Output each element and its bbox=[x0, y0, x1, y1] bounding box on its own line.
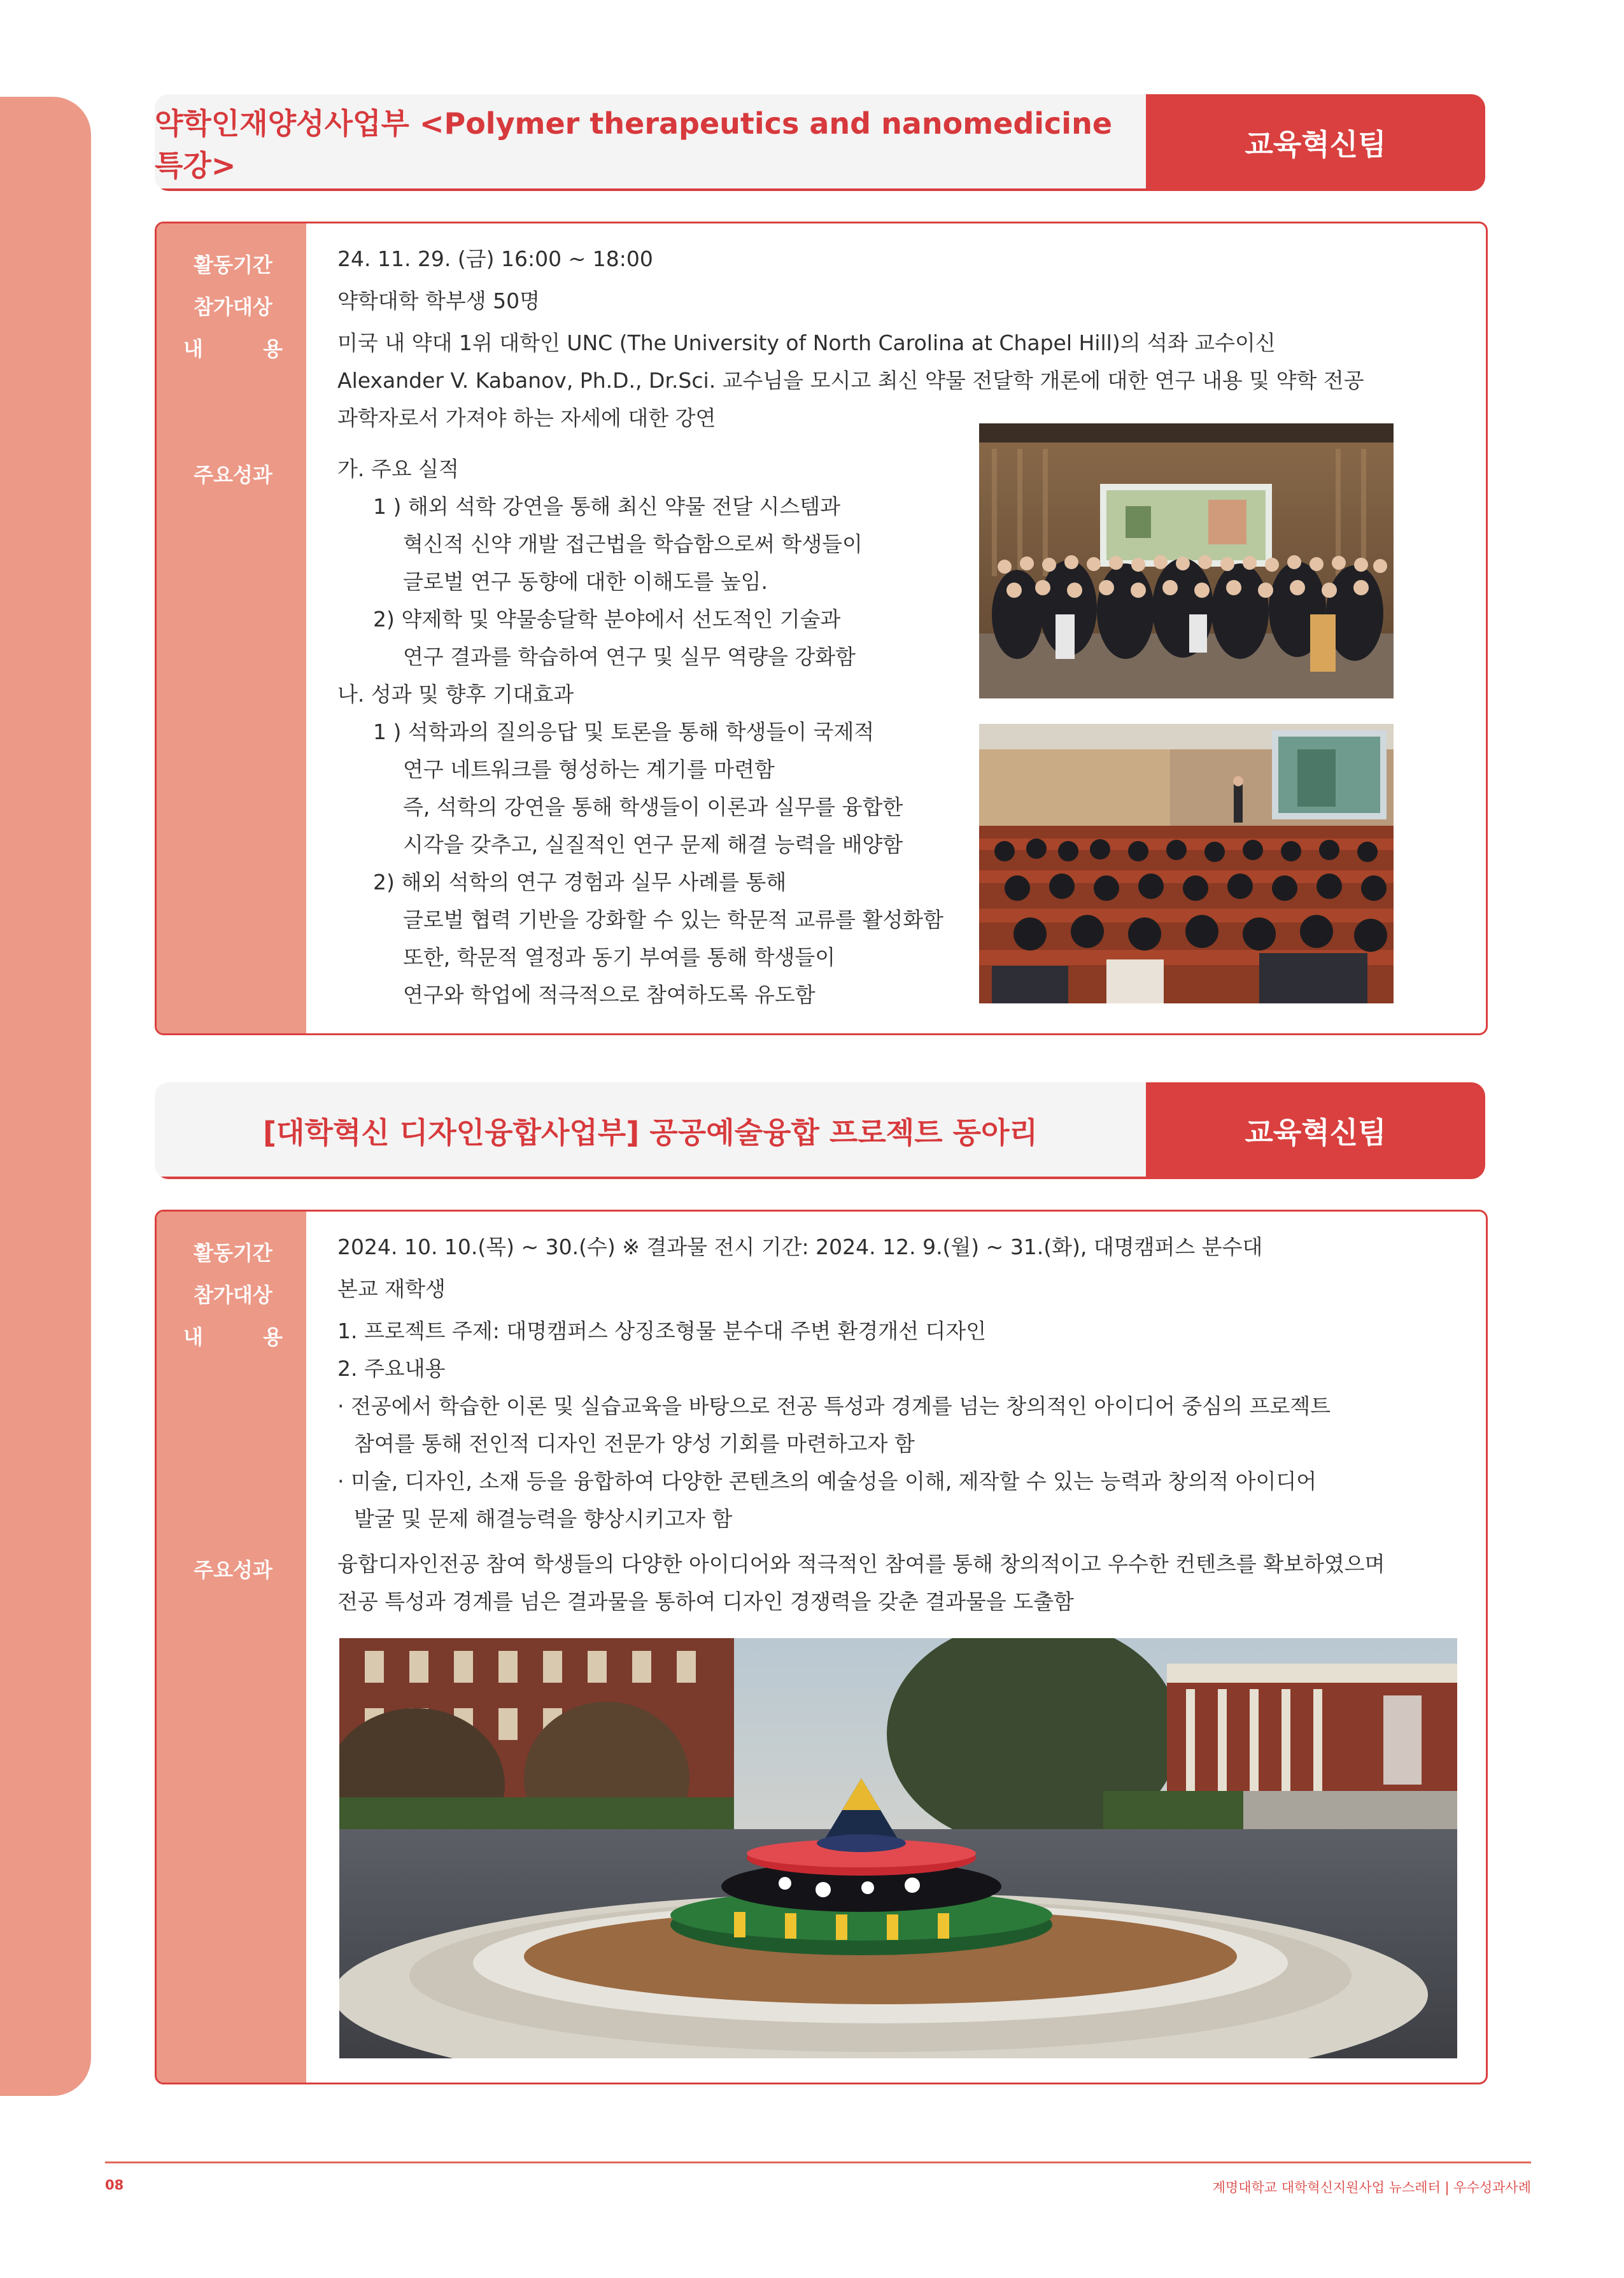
result-line: 1 ) 석학과의 질의응답 및 토론을 통해 학생들이 국제적 bbox=[373, 719, 875, 744]
result-line: 2) 약제학 및 약물송달학 분야에서 선도적인 기술과 bbox=[373, 607, 841, 632]
page-number: 08 bbox=[105, 2177, 124, 2193]
lecture-photo bbox=[979, 724, 1394, 1003]
fountain-photo bbox=[339, 1638, 1457, 2058]
content-line: 참여를 통해 전인적 디자인 전문가 양성 기회를 마련하고자 함 bbox=[354, 1431, 915, 1456]
result-line: 즉, 석학의 강연을 통해 학생들이 이론과 실무를 융합한 bbox=[403, 795, 903, 819]
content-line: 발굴 및 문제 해결능력을 향상시키고자 함 bbox=[354, 1506, 733, 1531]
content-line: 1. 프로젝트 주제: 대명캠퍼스 상징조형물 분수대 주변 환경개선 디자인 bbox=[337, 1319, 987, 1343]
result-line: 1 ) 해외 석학 강연을 통해 최신 약물 전달 시스템과 bbox=[373, 494, 840, 519]
target-value: 약학대학 학부생 50명 bbox=[337, 288, 540, 313]
result-line: 융합디자인전공 참여 학생들의 다양한 아이디어와 적극적인 참여를 통해 창의적이고 우수한 컨텐츠를 확보하였으며 bbox=[337, 1552, 1385, 1576]
label-result: 주요성과 bbox=[194, 1558, 272, 1582]
section1-card bbox=[155, 222, 1488, 1035]
period-value: 2024. 10. 10.(목) ~ 30.(수) ※ 결과물 전시 기간: 2024. 12. 9.(월) ~ 31.(화), 대명캠퍼스 분수대 bbox=[337, 1235, 1263, 1259]
label-period: 활동기간 bbox=[194, 253, 272, 277]
section2-header bbox=[155, 1082, 1485, 1179]
period-value: 24. 11. 29. (금) 16:00 ~ 18:00 bbox=[337, 246, 653, 271]
content-line: · 전공에서 학습한 이론 및 실습교육을 바탕으로 전공 특성과 경계를 넘는 창의적인 아이디어 중심의 프로젝트 bbox=[337, 1394, 1331, 1418]
label-content: 내 용 bbox=[183, 1325, 283, 1349]
result-line: 글로벌 연구 동향에 대한 이해도를 높임. bbox=[403, 569, 768, 594]
section2-card bbox=[155, 1210, 1488, 2084]
result-line: 2) 해외 석학의 연구 경험과 실무 사례를 통해 bbox=[373, 870, 787, 895]
footer-publication: 계명대학교 대학혁신지원사업 뉴스레터 | 우수성과사례 bbox=[1212, 2180, 1531, 2195]
label-content: 내 용 bbox=[183, 337, 283, 361]
content-line: 과학자로서 가져야 하는 자세에 대한 강연 bbox=[337, 406, 716, 430]
target-value: 본교 재학생 bbox=[337, 1277, 446, 1301]
result-line: 연구 네트워크를 형성하는 계기를 마련함 bbox=[403, 757, 775, 782]
result-line: 시각을 갖추고, 실질적인 연구 문제 해결 능력을 배양함 bbox=[403, 832, 903, 857]
label-target: 참가대상 bbox=[194, 1283, 272, 1307]
content-line: 미국 내 약대 1위 대학인 UNC (The University of North Carolina at Chapel Hill)의 석좌 교수이신 bbox=[337, 330, 1276, 355]
label-target: 참가대상 bbox=[194, 295, 272, 319]
section2-title: [대학혁신 디자인융합사업부] 공공예술융합 프로젝트 동아리 bbox=[262, 1115, 1038, 1150]
header-underline bbox=[155, 1177, 1146, 1179]
content-line: · 미술, 디자인, 소재 등을 융합하여 다양한 콘텐츠의 예술성을 이해, 제작할 수 있는 능력과 창의적 아이디어 bbox=[337, 1469, 1317, 1494]
result-line: 연구와 학업에 적극적으로 참여하도록 유도함 bbox=[403, 982, 816, 1007]
section2-team-badge: 교육혁신팀 bbox=[1146, 1082, 1485, 1179]
footer-rule bbox=[105, 2161, 1531, 2163]
content-line: Alexander V. Kabanov, Ph.D., Dr.Sci. 교수님을 모시고 최신 약물 전달학 개론에 대한 연구 내용 및 약학 전공 bbox=[337, 368, 1364, 393]
section1-header bbox=[155, 94, 1485, 191]
result-line: 글로벌 협력 기반을 강화할 수 있는 학문적 교류를 활성화함 bbox=[403, 907, 943, 932]
group-photo bbox=[979, 423, 1394, 698]
result-line: 또한, 학문적 열정과 동기 부여를 통해 학생들이 bbox=[403, 945, 836, 970]
side-tab bbox=[0, 97, 91, 2096]
result-line: 연구 결과를 학습하여 연구 및 실무 역량을 강화함 bbox=[403, 644, 856, 669]
section1-team-badge: 교육혁신팀 bbox=[1146, 94, 1485, 191]
section1-title: 약학인재양성사업부 <Polymer therapeutics and nanomedicine 특강> bbox=[155, 106, 1113, 183]
label-period: 활동기간 bbox=[194, 1241, 272, 1265]
result-line: 가. 주요 실적 bbox=[337, 456, 459, 481]
label-result: 주요성과 bbox=[194, 463, 272, 487]
content-line: 2. 주요내용 bbox=[337, 1356, 446, 1381]
result-line: 나. 성과 및 향후 기대효과 bbox=[337, 682, 574, 707]
result-line: 혁신적 신약 개발 접근법을 학습함으로써 학생들이 bbox=[403, 532, 863, 556]
result-line: 전공 특성과 경계를 넘은 결과물을 통하여 디자인 경쟁력을 갖춘 결과물을 도출함 bbox=[337, 1589, 1074, 1614]
header-underline bbox=[155, 188, 1146, 191]
